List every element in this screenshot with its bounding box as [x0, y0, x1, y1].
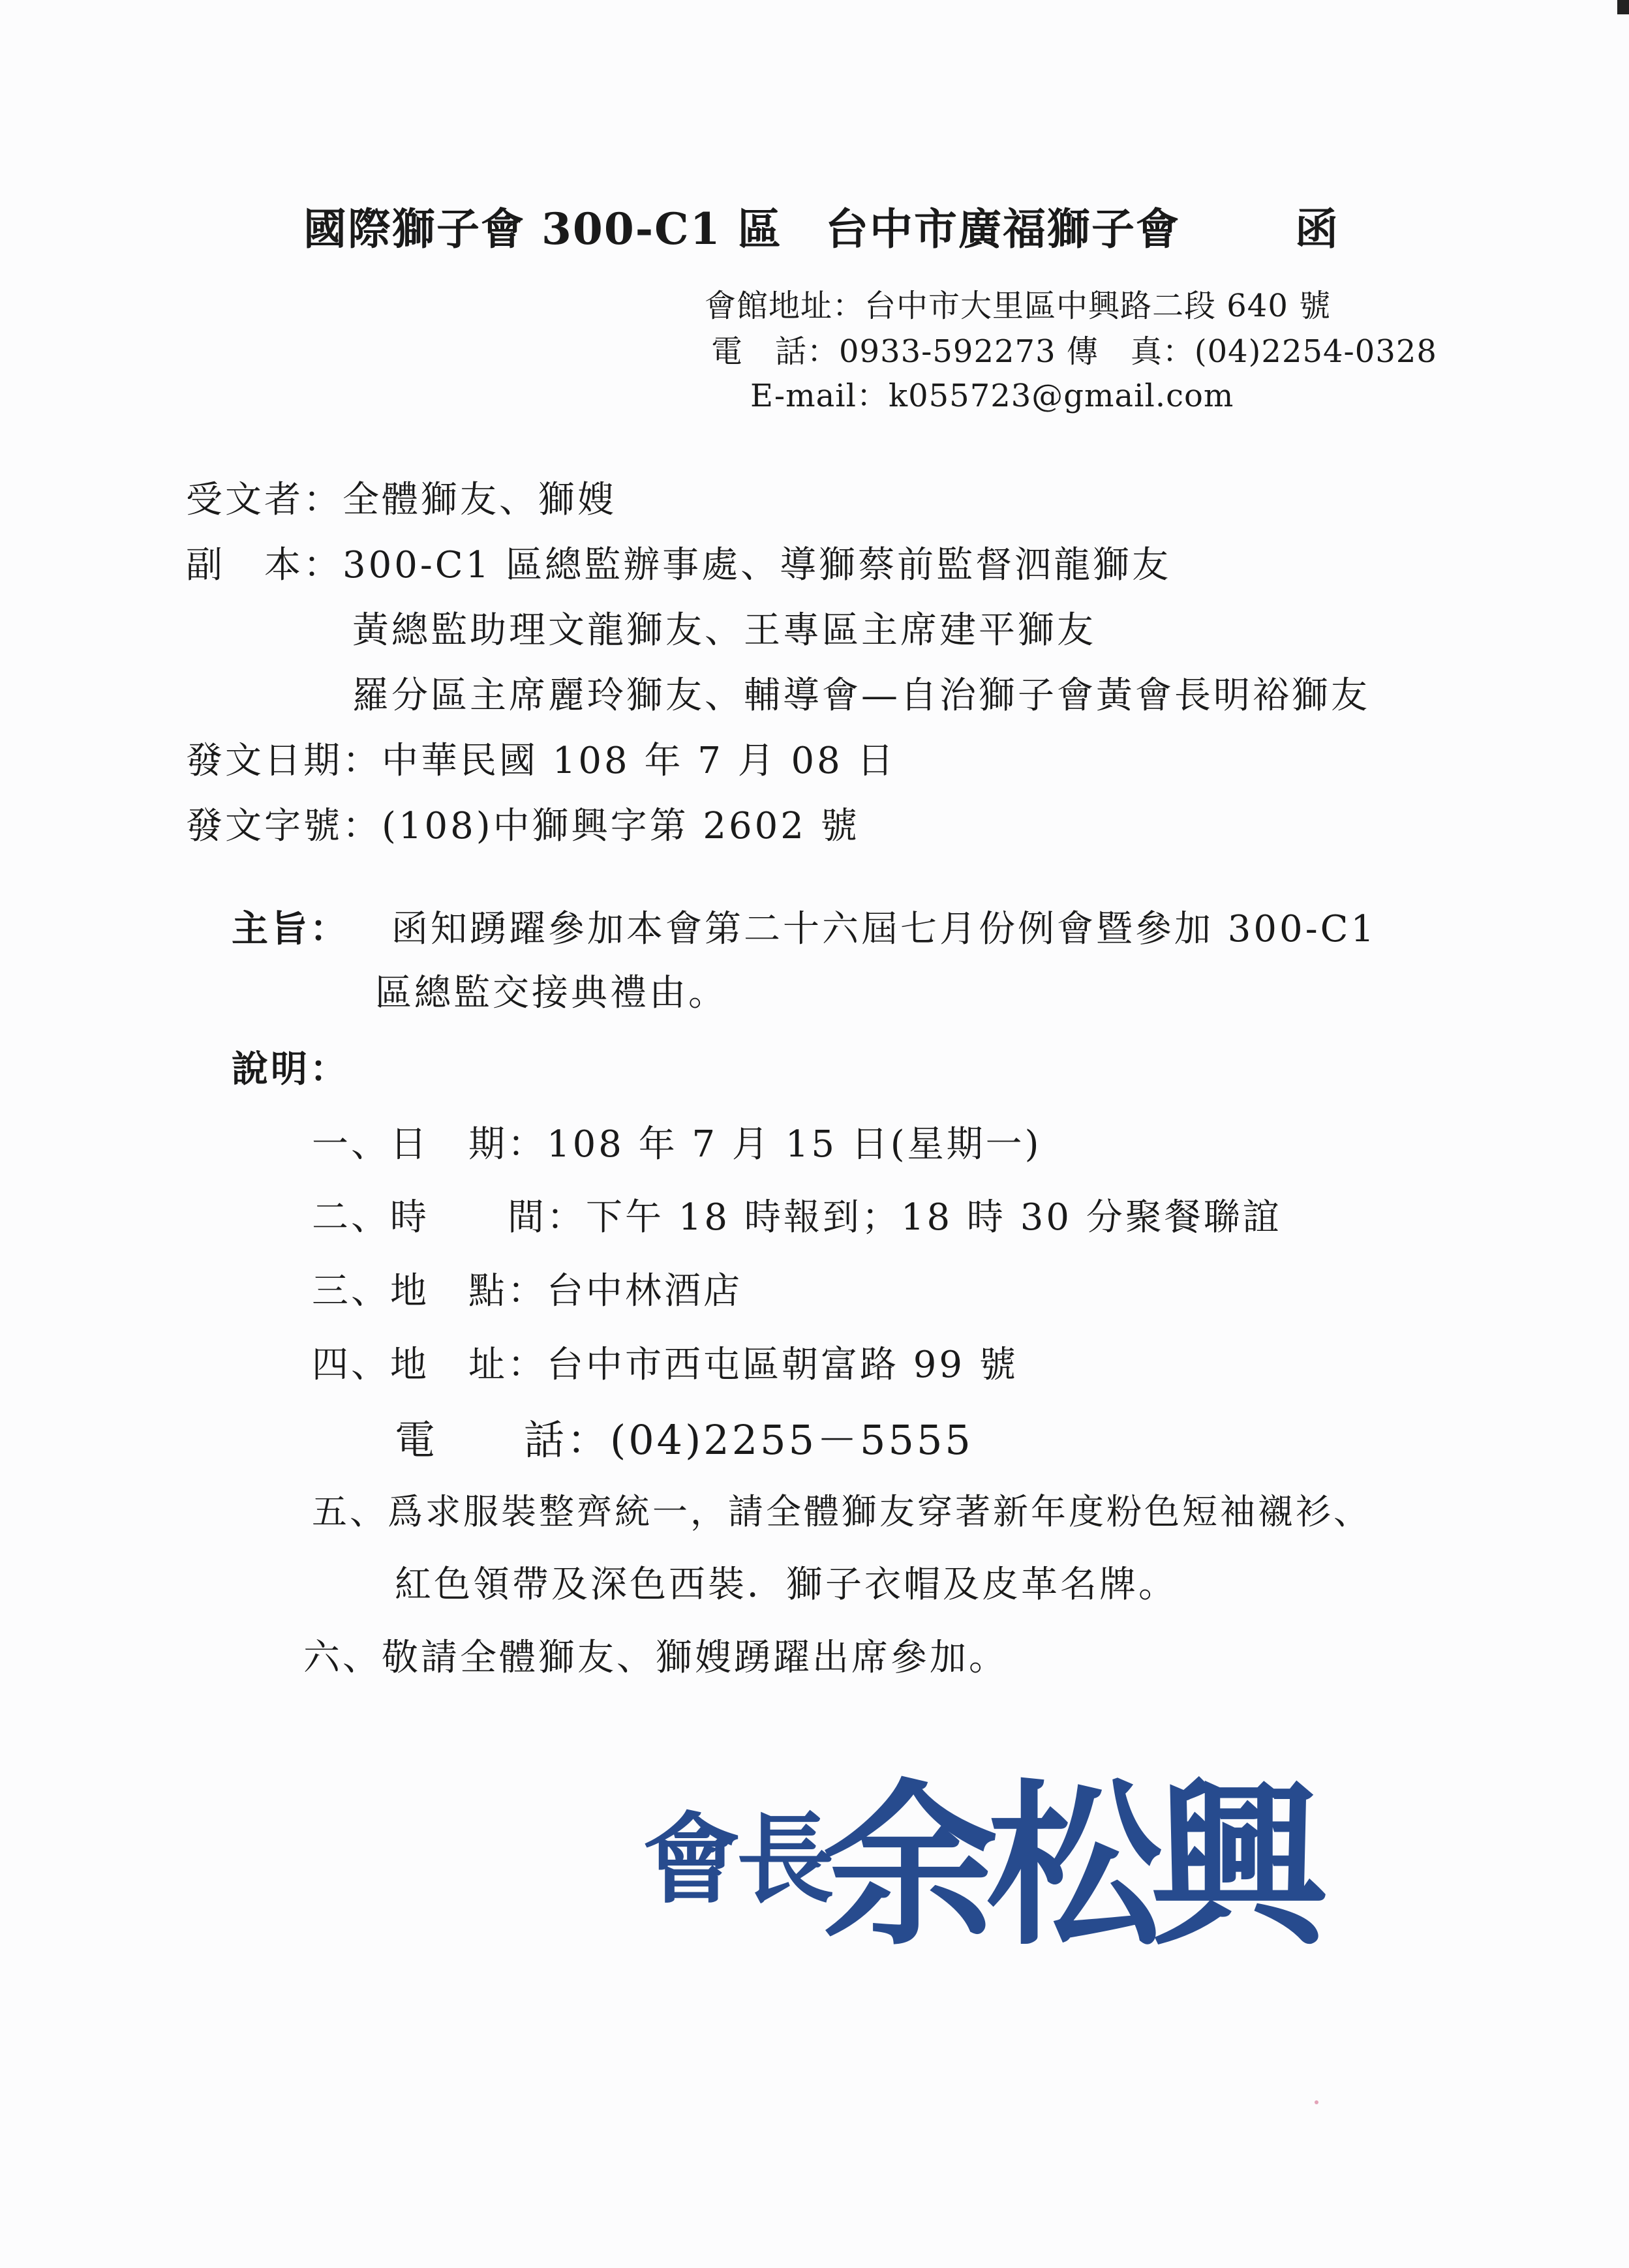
header-phone-fax: 電 話：0933-592273 傳 真：(04)2254-0328 [711, 333, 1437, 370]
explanation-item-phone: 電 話：(04)2255－5555 [395, 1416, 973, 1464]
recipient-cc-line1: 副 本：300-C1 區總監辦事處、導獅蔡前監督泗龍獅友 [186, 544, 1172, 586]
header-org: 國際獅子會 300-C1 區 [303, 204, 782, 254]
explanation-item-dress-code: 五、爲求服裝整齊統一，請全體獅友穿著新年度粉色短袖襯衫、 [312, 1491, 1371, 1532]
signature-name: 余松興 [822, 1762, 1315, 1969]
scan-speck [1315, 2100, 1318, 2104]
explanation-item-address: 四、地 址：台中市西屯區朝富路 99 號 [312, 1344, 1018, 1386]
signature-title: 會長 [643, 1802, 831, 1917]
issue-date: 發文日期：中華民國 108 年 7 月 08 日 [186, 740, 896, 782]
scan-corner-mark [1617, 0, 1629, 14]
header-club: 台中市廣福獅子會 [825, 204, 1180, 254]
explanation-item-time: 二、時 間：下午 18 時報到；18 時 30 分聚餐聯誼 [312, 1196, 1282, 1239]
header-doc-type: 函 [1295, 204, 1339, 254]
subject-line2: 區總監交接典禮由。 [375, 972, 727, 1014]
issue-ref-no: 發文字號：(108)中獅興字第 2602 號 [186, 805, 860, 847]
header-email: E-mail：k055723@gmail.com [750, 378, 1234, 414]
recipient-cc-line2: 黃總監助理文龍獅友、王專區主席建平獅友 [352, 609, 1096, 652]
recipient-cc-line3: 羅分區主席麗玲獅友、輔導會—自治獅子會黃會長明裕獅友 [352, 674, 1370, 717]
explanation-label: 說明： [232, 1048, 349, 1091]
explanation-item-invitation: 六、敬請全體獅友、獅嫂踴躍出席參加。 [303, 1637, 1008, 1679]
recipient-to: 受文者：全體獅友、獅嫂 [186, 479, 617, 521]
explanation-item-dress-code-cont: 紅色領帶及深色西裝．獅子衣帽及皮革名牌。 [395, 1564, 1178, 1606]
explanation-item-date: 一、日 期：108 年 7 月 15 日(星期一) [312, 1123, 1042, 1166]
subject-label: 主旨： [232, 907, 349, 950]
subject-line1: 函知踴躍參加本會第二十六屆七月份例會暨參加 300-C1 [391, 908, 1377, 950]
header-address: 會館地址：台中市大里區中興路二段 640 號 [705, 288, 1332, 324]
explanation-item-venue: 三、地 點：台中林酒店 [312, 1270, 742, 1312]
